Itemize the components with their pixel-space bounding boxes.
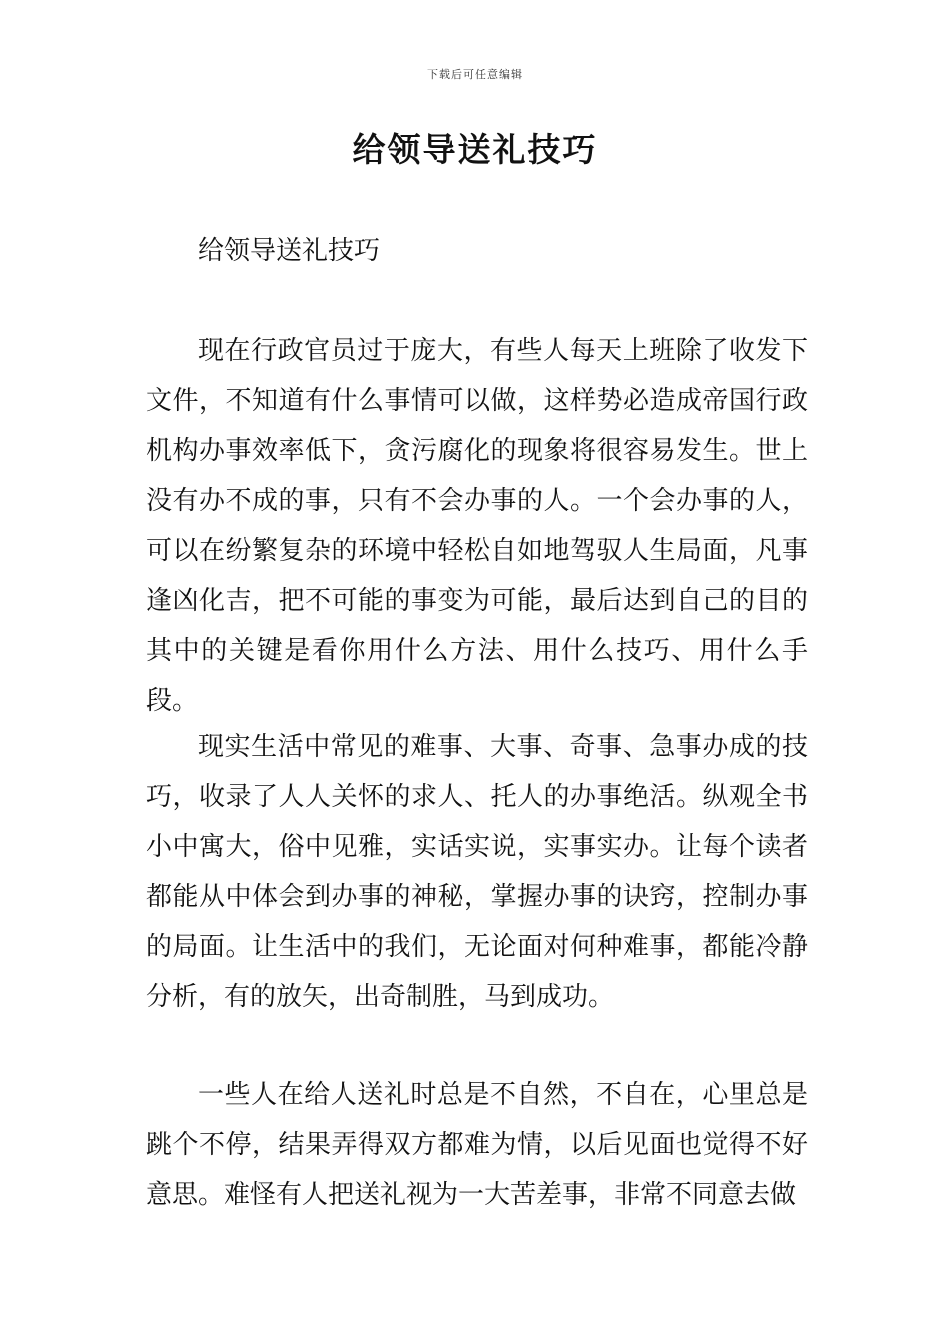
document-subtitle: 给领导送礼技巧 bbox=[198, 236, 381, 266]
paragraph-3: 一些人在给人送礼时总是不自然，不自在，心里总是跳个不停，结果弄得双方都难为情，以后见面也觉得不好意思。难怪有人把送礼视为一大苦差事，非常不同意去做 bbox=[146, 1080, 808, 1210]
document-title: 给领导送礼技巧 bbox=[352, 130, 598, 169]
paragraph-2: 现实生活中常见的难事、大事、奇事、急事办成的技巧，收录了人人关怀的求人、托人的办事绝活。纵观全书小中寓大，俗中见雅，实话实说，实事实办。让每个读者都能从中体会到办事的神秘，掌握办事的诀窍，控制办事的局面。让生活中的我们，无论面对何种难事，都能冷静分析，有的放矢，出奇制胜，马到成功。 bbox=[146, 732, 808, 1012]
header-note: 下载后可任意编辑 bbox=[427, 68, 523, 81]
paragraph-1: 现在行政官员过于庞大，有些人每天上班除了收发下文件，不知道有什么事情可以做，这样势必造成帝国行政机构办事效率低下，贪污腐化的现象将很容易发生。世上没有办不成的事，只有不会办事的人。一个会办事的人，可以在纷繁复杂的环境中轻松自如地驾驭人生局面，凡事逢凶化吉，把不可能的事变为可能，最后达到自己的目的其中的关键是看你用什么方法、用什么技巧、用什么手段。 bbox=[146, 336, 808, 716]
